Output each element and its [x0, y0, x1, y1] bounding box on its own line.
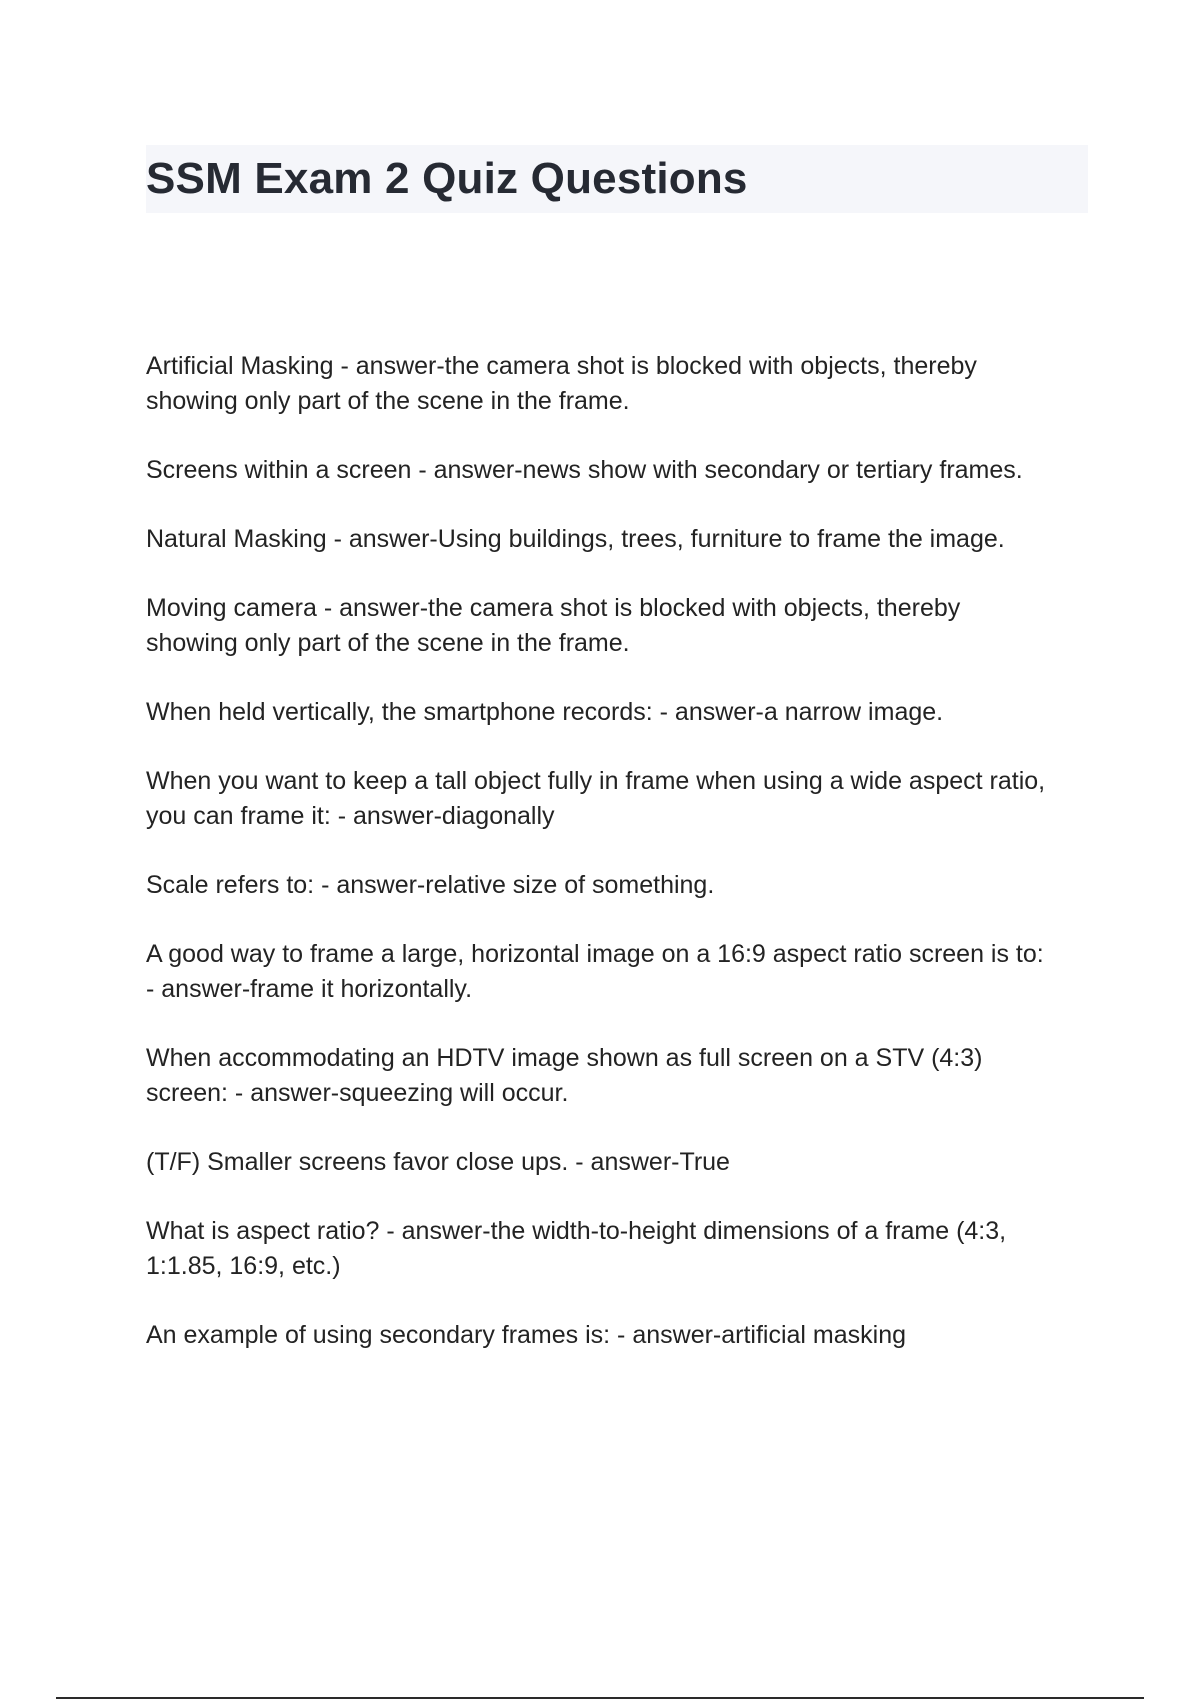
qa-item: What is aspect ratio? - answer-the width-to-height dimensions of a frame (4:3, 1:1.85, 16:9, etc.) [146, 1217, 1007, 1280]
document-title: SSM Exam 2 Quiz Questions [146, 154, 748, 203]
qa-item: When you want to keep a tall object fully in frame when using a wide aspect ratio, you can frame it: - answer-diagonally [146, 767, 1046, 830]
qa-item: Screens within a screen - answer-news show with secondary or tertiary frames. [146, 456, 1023, 484]
qa-item: (T/F) Smaller screens favor close ups. - answer-True [146, 1148, 730, 1176]
qa-item: Scale refers to: - answer-relative size of something. [146, 871, 715, 899]
footer-rule [56, 1697, 1144, 1699]
qa-item: When accommodating an HDTV image shown as full screen on a STV (4:3) screen: - answer-squeezing will occur. [146, 1044, 983, 1107]
qa-item: Moving camera - answer-the camera shot is blocked with objects, thereby showing only part of the scene in the frame. [146, 594, 961, 657]
qa-item: When held vertically, the smartphone records: - answer-a narrow image. [146, 698, 944, 726]
qa-item: An example of using secondary frames is: - answer-artificial masking [146, 1321, 907, 1349]
qa-list [146, 349, 1096, 1387]
qa-item: A good way to frame a large, horizontal image on a 16:9 aspect ratio screen is to: - answer-frame it horizontally. [146, 940, 1044, 1003]
qa-item: Natural Masking - answer-Using buildings, trees, furniture to frame the image. [146, 525, 1005, 553]
qa-item: Artificial Masking - answer-the camera shot is blocked with objects, thereby showing only part of the scene in the frame. [146, 352, 977, 415]
